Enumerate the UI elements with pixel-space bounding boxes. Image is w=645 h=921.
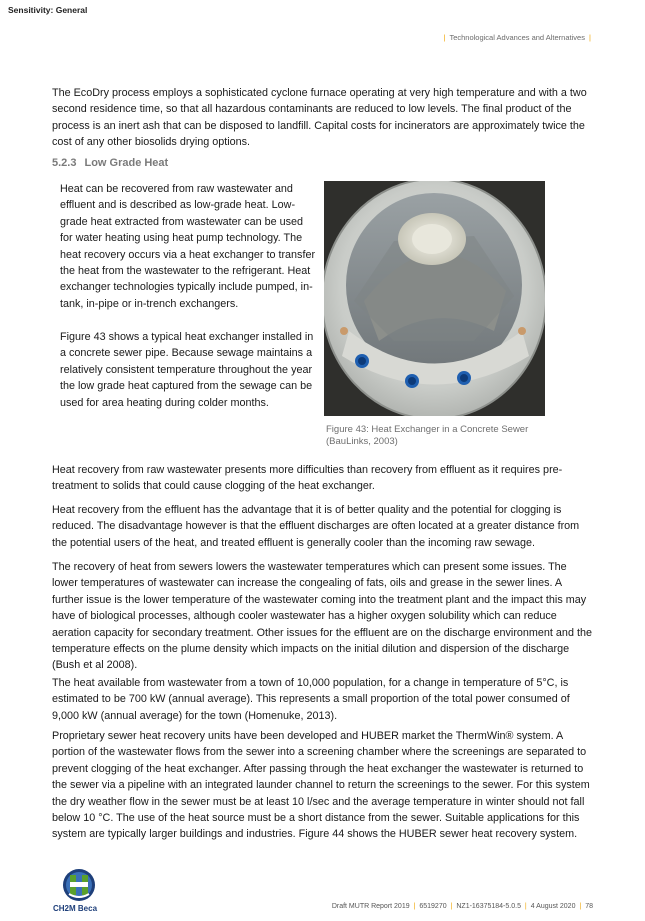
body-paragraph-2: Heat recovery from the effluent has the advantage that it is of better quality and the potential for clogging is reduced. The disadvantage however is that the effluent discharges are often located at a greater distance from the potential users of the heat, and treated effluent is generally cooler than the incoming raw sewage. xyxy=(52,504,580,549)
sensitivity-label: Sensitivity: General xyxy=(8,5,88,15)
figure-caption-source: (BauLinks, 2003) xyxy=(326,436,398,447)
column-paragraph-2: Figure 43 shows a typical heat exchanger installed in a concrete sewer pipe. Because sewage maintains a relatively consistent temperature throughout the year the low grade heat captured from the sewage can be used for area heating during colder months. xyxy=(60,331,314,409)
section-title: Low Grade Heat xyxy=(84,157,169,169)
footer-reference: Draft MUTR Report 2019 | 6519270 | NZ1-16375184-5.0.5 | 4 August 2020 | 78 xyxy=(331,903,593,910)
section-number: 5.2.3 xyxy=(52,157,77,169)
column-paragraph-1: Heat can be recovered from raw wastewater and effluent and is described as low-grade heat. Low-grade heat extracted from wastewater can be used for water heating using heat pump technology. The heat recovery occurs via a heat exchanger to transfer the heat from the wastewater to the refrigerant. Heat exchanger technologies typically include pumped, in-tank, in-pipe or in-trench exchangers. xyxy=(60,183,316,310)
intro-paragraph: The EcoDry process employs a sophisticated cyclone furnace operating at very high temperature and with a two second residence time, so that all hazardous contaminants are reduced to low levels. The final product of the process is an inert ash that can be disposed to landfill. Capital costs for incinerators are approximately twice the cost of any other biosolids drying options. xyxy=(52,87,587,149)
footer-date: 4 August 2020 xyxy=(530,903,576,910)
bolt-right xyxy=(518,327,526,335)
body-paragraph-4: The heat available from wastewater from a town of 10,000 population, for a change in temperature of 5°C, is estimated to be 700 kW (annual average). This represents a small proportion of the total power consumed of 9,000 kW (annual average) for the town (Homenuke, 2013). xyxy=(52,677,570,722)
figure-caption xyxy=(326,424,556,448)
footer-report: Draft MUTR Report 2019 xyxy=(331,903,410,910)
section-heading xyxy=(52,157,168,169)
figure-caption-title: Figure 43: Heat Exchanger in a Concrete Sewer xyxy=(326,424,529,435)
ch2m-beca-logo-icon xyxy=(50,866,110,906)
body-paragraph-1: Heat recovery from raw wastewater presents more difficulties than recovery from effluent as it requires pre-treatment to solids that could cause clogging of the heat exchanger. xyxy=(52,464,563,493)
heat-exchanger-illustration xyxy=(324,181,545,416)
running-header-title: Technological Advances and Alternatives xyxy=(449,33,585,42)
bolt-left xyxy=(340,327,348,335)
body-paragraph-3: The recovery of heat from sewers lowers the wastewater temperatures which can present some issues. The lower temperatures of wastewater can increase the congealing of fats, oils and grease in the sewer lines. A further issue is the lower temperature of the wastewater coming into the treatment plant and the impact this may have of biological processes, although cooler wastewater has a higher oxygen solubility which can reduce aeration capacity for secondary treatment. Other issues for the effluent are on the discharge environment and the temperature effects on the plume density which impacts on the initial dilution and dispersion of the discharge (Bush et al 2008). xyxy=(52,561,592,672)
body-paragraph-5: Proprietary sewer heat recovery units have been developed and HUBER market the ThermWin® system. A portion of the wastewater flows from the sewer into a screening chamber where the screenings are separated to prevent clogging of the heat exchanger. After passing through the heat exchanger the wastewater is returned to the sewer via a pipeline with an integrated launder channel to return the screenings to the sewer. For this system the dry weather flow in the sewer must be at least 10 l/sec and the average temperature in winter should not fall below 10 °C. The use of the heat source must be a short distance from the sewer. Suitable applications for this system are typically larger buildings and industries. Figure 44 shows the HUBER sewer heat recovery system. xyxy=(52,730,590,841)
footer-project: 6519270 xyxy=(419,903,447,910)
running-header: | Technological Advances and Alternatives | xyxy=(443,33,591,42)
footer-page-number: 78 xyxy=(585,903,593,910)
heat-exchanger-photo xyxy=(324,181,545,416)
footer-doc-ref: NZ1-16375184-5.0.5 xyxy=(456,903,521,910)
logo-text: CH2M Beca xyxy=(53,904,98,913)
